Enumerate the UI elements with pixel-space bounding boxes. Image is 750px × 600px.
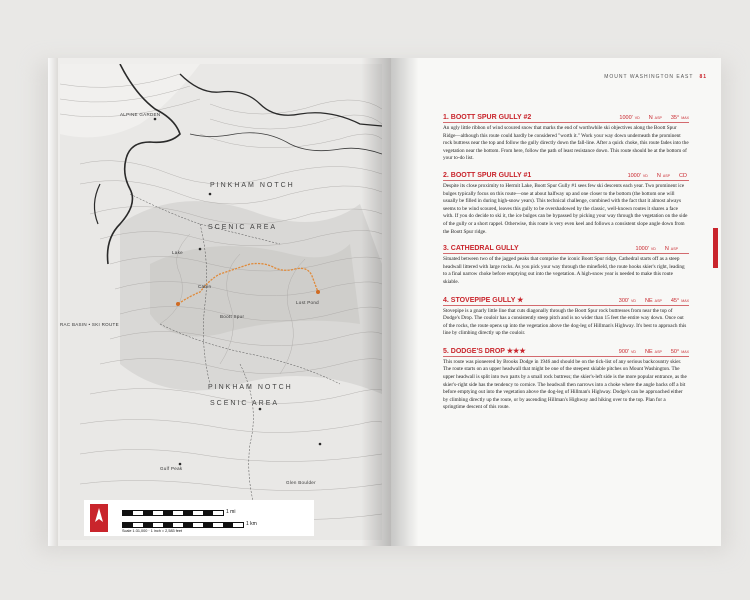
page-edge <box>48 58 58 546</box>
scale-bar-km <box>122 522 244 528</box>
map-label-gulf-peak: Gulf Peak <box>160 466 183 471</box>
north-arrow-icon <box>90 504 108 532</box>
route-aspect: NASP <box>664 246 678 253</box>
map-label-pinkham-notch: PINKHAM NOTCH <box>210 182 295 189</box>
route-stats <box>619 349 689 355</box>
map-label-scenic-area-lower: SCENIC AREA <box>210 400 280 407</box>
page-fold-shadow <box>391 58 419 546</box>
route-header <box>443 347 689 357</box>
route-header <box>443 114 689 123</box>
page-number: 81 <box>699 74 707 80</box>
route-description: Stovepipe is a gnarly little line that cuts diagonally through the Boott Spur rock buttresses from near the top of Dodge's Drop. The couloir has a consistently steep pitch and is no wider than 15 feet the entire way down. Once out of the rocks, the route opens up into the vegetation above the dog-leg of Hillman's Highway. It's best to approach this line by climbing directly up the couloir. <box>443 307 687 337</box>
route-title: 1. BOOTT SPUR GULLY #2 <box>443 114 532 121</box>
route-aspect: NASP <box>648 115 662 121</box>
map-label-scenic-area: SCENIC AREA <box>208 224 278 231</box>
route-slope: 35° MAX <box>670 115 689 121</box>
section-title: MOUNT WASHINGTON EAST <box>604 74 694 80</box>
scale-ratio-text: Scale 1:31,000 · 1 inch = 2,583 feet <box>122 529 183 533</box>
scale-bar-miles <box>122 510 224 516</box>
map-label-lost-pond: Lost Pond <box>296 300 319 305</box>
route-title: 2. BOOTT SPUR GULLY #1 <box>443 171 532 179</box>
map-label-left: RAC BASIN • SKI ROUTE <box>60 322 119 327</box>
route-slope: 45° MAX <box>670 297 689 304</box>
route-vertical: 1000' VD <box>627 172 648 179</box>
topographic-map <box>60 64 382 540</box>
route-aspect: NASP <box>656 172 671 179</box>
route-stats <box>619 298 689 304</box>
page-fold-shadow <box>361 58 391 546</box>
route-list <box>443 114 689 421</box>
route-description: Situated between two of the jagged peaks that comprise the iconic Boott Spur ridge, Cathedral starts off as a steep headwall littered with large rocks. As you pick your way through the minefield, the route hooks skier's right, leading to a final narrow choke before emptying out into the vegetation. A high-snow year is needed to make this route skiable. <box>443 256 685 285</box>
route-stats <box>628 173 689 179</box>
scale-mile-label: 1 mi <box>226 509 236 515</box>
map-label-lake: Lake <box>172 250 183 255</box>
route-header <box>443 172 689 181</box>
map-label-glen-boulder: Glen Boulder <box>286 480 316 485</box>
route-entry <box>443 114 689 163</box>
map-scale-box <box>84 500 314 536</box>
route-vertical: 1000' VD <box>619 115 640 121</box>
chapter-tab <box>713 228 718 268</box>
route-stats <box>636 246 689 252</box>
route-description: An ugly little ribbon of wind scoured snow that marks the end of worthwhile ski objectives along the Boott Spur Ridge—although this route could hardly be considered "worth it." Work your way down underneath the prominent rock buttress near the top and follow the gully directly down the fall-line. After a quick choke, this route fades into the vegetation near the bottom. From here, follow the path of least resistance down. This route should be at the bottom of your to-do list. <box>443 125 689 162</box>
route-aspect: NE ASP <box>645 348 662 355</box>
route-title: 4. STOVEPIPE GULLY ★ <box>443 296 524 304</box>
map-label-pinkham-notch-lower: PINKHAM NOTCH <box>208 384 293 391</box>
route-slope <box>687 246 689 252</box>
route-entry <box>443 296 689 338</box>
route-vertical: 300' VD <box>618 297 637 304</box>
route-title: 3. CATHEDRAL GULLY <box>443 245 519 253</box>
route-stats <box>619 115 689 121</box>
route-title: 5. DODGE'S DROP ★★★ <box>443 347 526 355</box>
map-label-alpine-garden: ALPINE GARDEN <box>120 112 161 117</box>
route-description: Despite its close proximity to Hermit Lake, Boott Spur Gully #1 sees few ski descents each year. Two prominent ice bulges typically focus on this route—one at about halfway up and one closer to the bottom (the bottom one will usually be filled in during high-snow years). This technical challenge, combined with the fact that it almost always seems to be wind scoured, leaves this gully to be overshadowed by the classic, well-known routes it shares a face with. If you do decide to ski it, the ice bulges can be bypassed by picking your way through the vegetation on the side of the gully or a short rappel. Otherwise, this route is very even keel and follows a consistent slope angle down from the Boott Spur ridge. <box>443 182 688 235</box>
route-slope: CD <box>679 172 687 179</box>
running-header <box>604 74 707 80</box>
route-entry <box>443 172 689 236</box>
route-entry <box>443 245 689 286</box>
route-description: This route was pioneered by Brooks Dodge in 1946 and should be on the tick-list of any serious backcountry skier. The route starts on an upper headwall that might be one of the steepest skiable pitches on Mount Washington. The upper headwall is split into two parts by a small rock buttress; the skier's-left side is the more popular entrance, as the skier's-right side has the tendency to cornice. The headwall then narrows into a choke where the angle backs off a bit before emptying out into the vegetation above the dog-leg of Hillman's Highway. Dodge's can be approached either by climbing directly up the route, or by ascending Hillman's Highway and hiking over to the top. Plan for a springtime descent of this route. <box>443 358 687 411</box>
scale-km-label: 1 km <box>246 521 257 527</box>
route-slope: 50° MAX <box>670 348 689 355</box>
route-vertical: 1000' VD <box>635 246 656 253</box>
route-entry <box>443 347 689 412</box>
text-page <box>391 58 721 546</box>
route-aspect: NE ASP <box>645 297 662 304</box>
map-label-cabin: Cabin <box>198 284 212 289</box>
map-graphic <box>60 64 382 540</box>
map-label-boott-spur: Boott Spur <box>220 314 245 319</box>
route-header <box>443 296 689 306</box>
map-page <box>48 58 391 546</box>
route-header <box>443 245 689 254</box>
route-vertical: 900' VD <box>618 348 637 355</box>
